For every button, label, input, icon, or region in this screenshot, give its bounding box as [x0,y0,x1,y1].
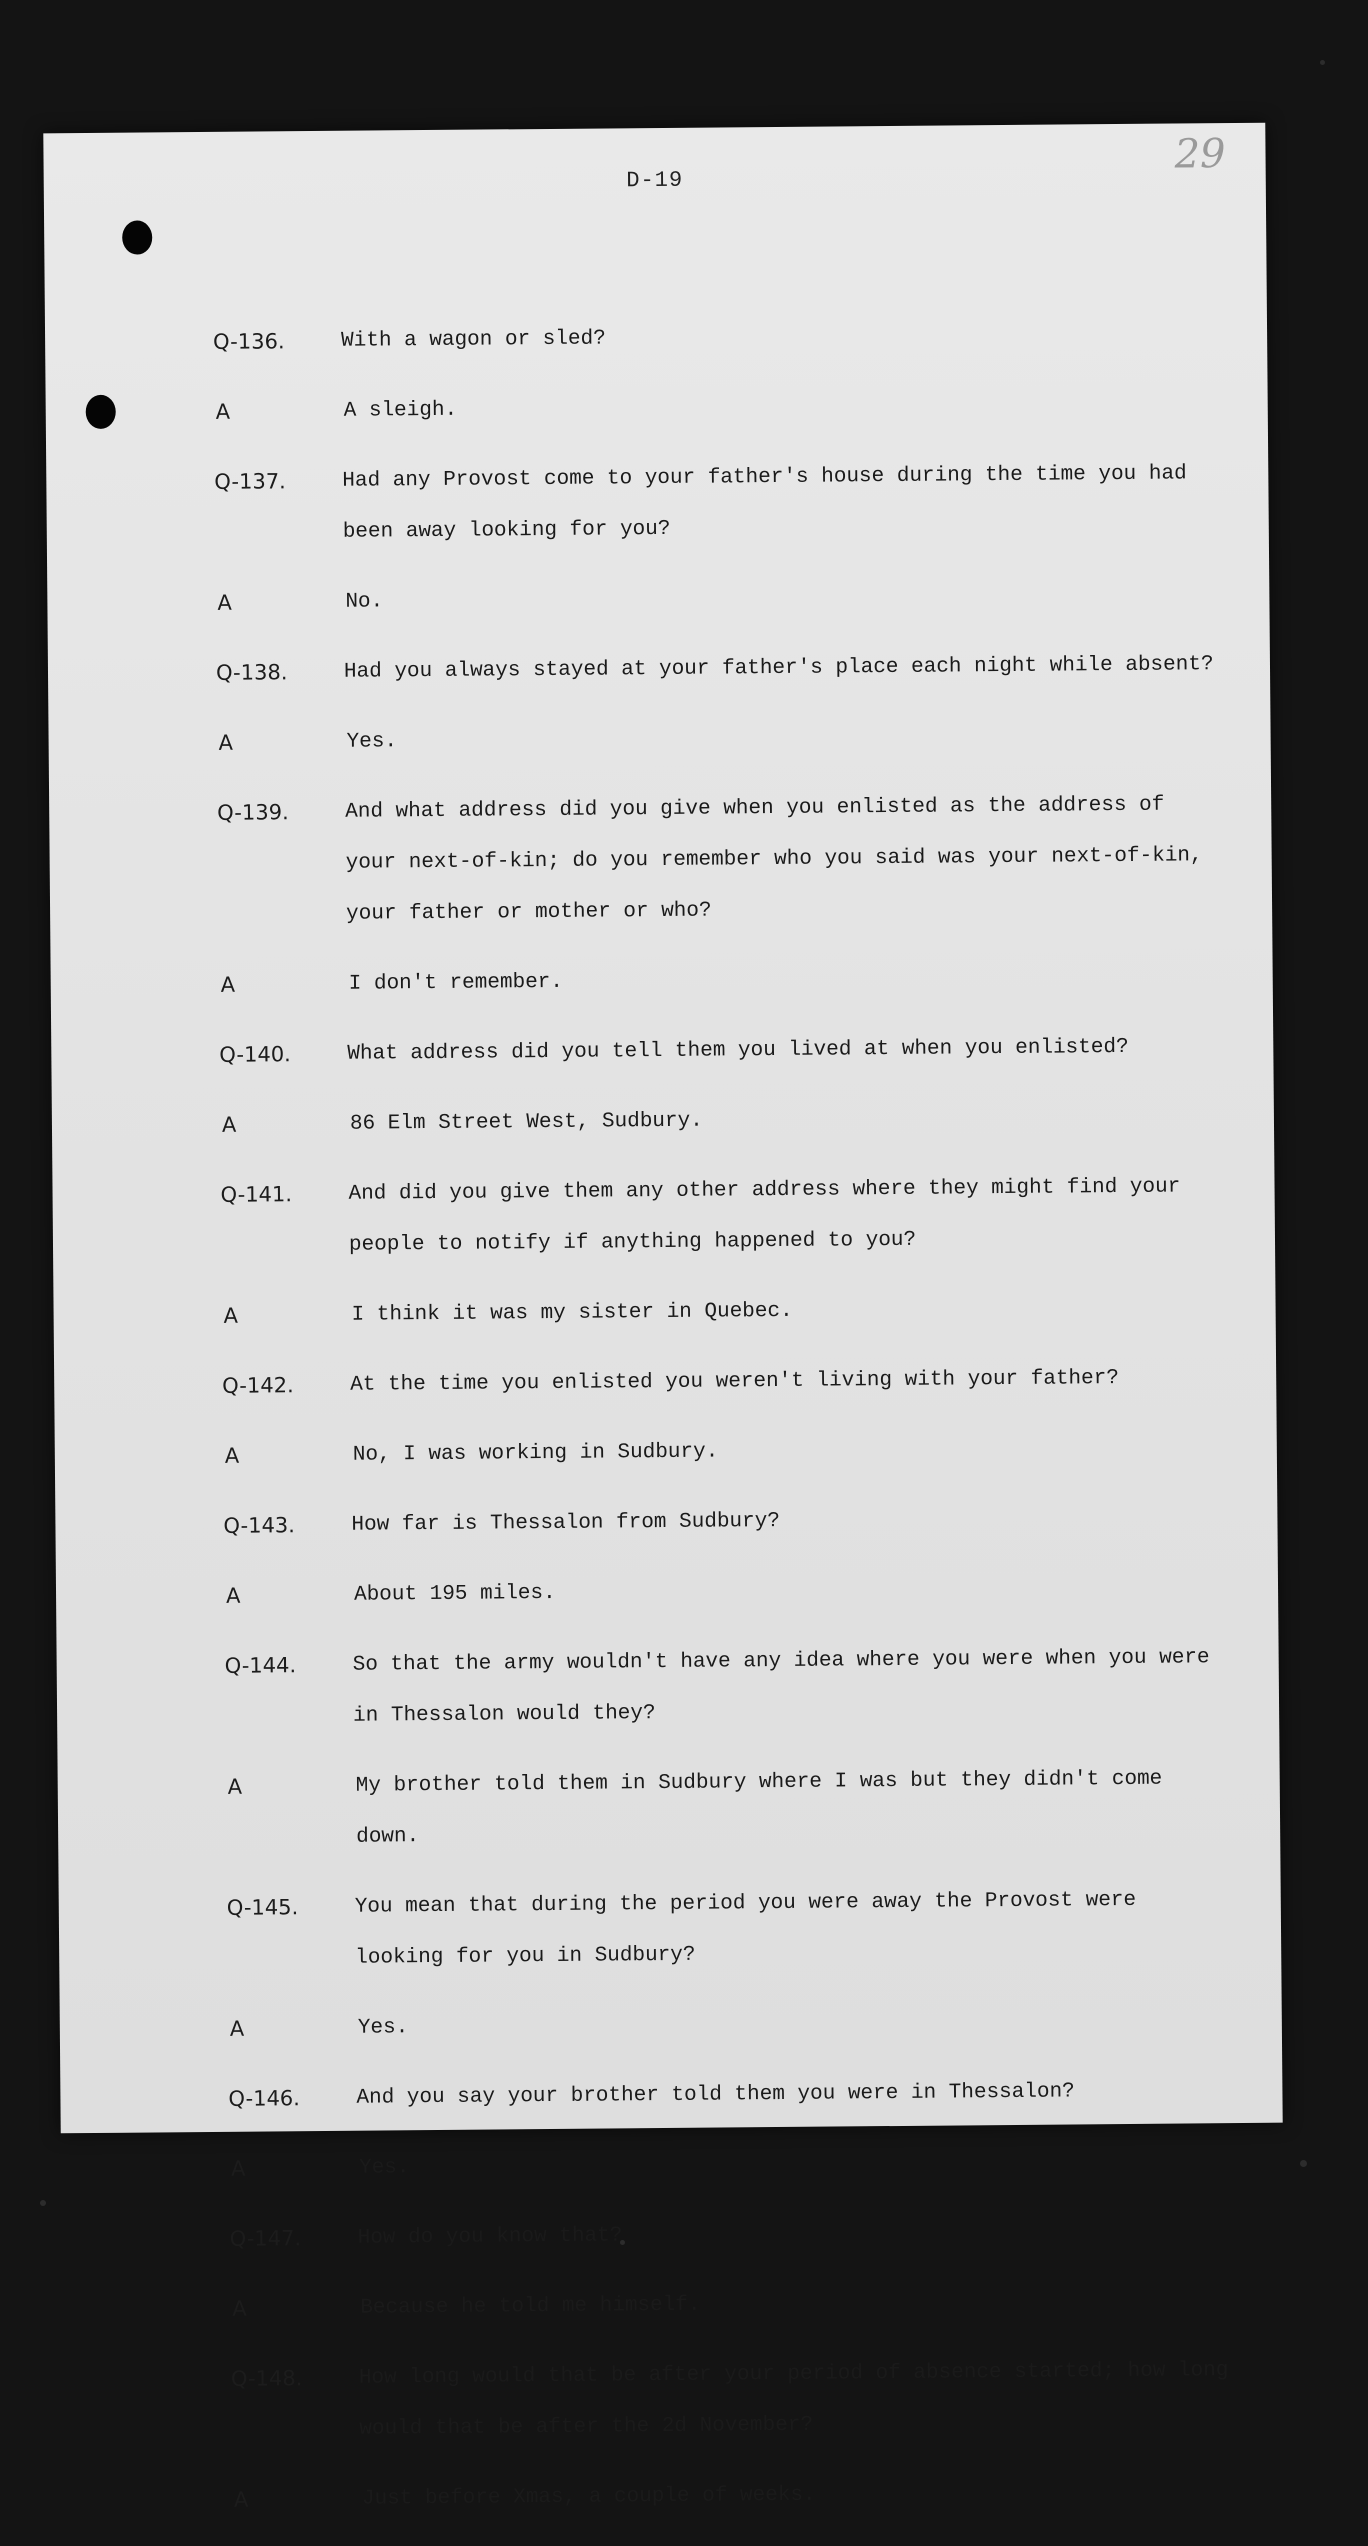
answer-text: Yes. [357,2016,409,2040]
question-text: What address did you tell them you lived at when you enlisted? [347,1035,1129,1066]
question-entry [217,779,1218,941]
answer-text: Just before Xmas, a couple of weeks. [361,2483,816,2511]
answer-marker: A [225,1583,241,1608]
answer-entry [226,1753,1227,1864]
answer-text: Yes. [346,730,398,754]
question-entry [231,2345,1232,2456]
answer-marker: A [229,2016,245,2041]
answer-entry [220,1091,1220,1151]
answer-entry [223,1422,1223,1482]
question-entry [223,1492,1223,1552]
question-text: Had you always stayed at your father's place each night while absent? [343,653,1214,684]
question-number: Q-140. [219,1042,291,1067]
answer-entry [230,2275,1230,2335]
question-text: And you say your brother told them you were in Thessalon? [356,2080,1075,2110]
answer-entry [219,951,1219,1011]
answer-text: Because he told me himself. [360,2293,701,2320]
question-text: And did you give them any other address where they might find your people to notify if anything happened to you? [348,1175,1181,1257]
question-number: Q-138. [215,660,288,685]
answer-marker: A [224,1443,240,1468]
answer-text: 86 Elm Street West, Sudbury. [349,1109,703,1136]
film-speck [40,2200,46,2206]
answer-entry [224,1562,1224,1622]
question-entry [227,1874,1228,1985]
question-entry [228,2065,1228,2125]
question-text: How long would that be after your period of absence started; how long would that be after the 2d November? [358,2359,1229,2441]
answer-entry [229,2135,1229,2195]
question-entry [216,639,1216,699]
question-entry [213,308,1213,368]
answer-marker: A [230,2156,246,2181]
answer-marker: A [221,1112,237,1137]
answer-text: A sleigh. [343,398,458,423]
answer-marker: A [217,590,232,615]
question-text: At the time you enlisted you weren't living with your father? [350,1367,1120,1397]
answer-entry [232,2466,1232,2526]
question-entry [224,1632,1225,1743]
question-text: How far is Thessalon from Sudbury? [351,1509,781,1537]
answer-marker: A [233,2487,249,2512]
punch-hole [86,395,116,429]
question-number: Q-143. [223,1513,296,1538]
answer-text: I think it was my sister in Quebec. [351,1299,793,1327]
answer-entry [228,1995,1228,2055]
answer-marker: A [220,972,236,997]
question-entry [219,1021,1219,1081]
folio-number: 29 [1174,131,1226,178]
question-number: Q-148. [230,2366,303,2391]
question-text: How do you know that? [357,2224,623,2250]
question-text: With a wagon or sled? [341,327,606,353]
question-number: Q-147. [229,2226,302,2251]
question-text: Had any Provost come to your father's house during the time you had been away looking for you? [342,462,1187,544]
question-number: Q-142. [222,1373,294,1398]
answer-entry [214,378,1214,438]
question-number: Q-137. [214,469,286,494]
question-number: Q-146. [228,2086,301,2111]
answer-text: Yes. [358,2156,410,2180]
film-speck [1320,60,1325,65]
question-entry [220,1161,1221,1272]
answer-marker: A [227,1774,243,1799]
answer-marker: A [218,730,234,755]
transcript [213,308,1232,2545]
answer-entry [215,569,1215,629]
question-text: So that the army wouldn't have any idea where you were when you were in Thessalon would they? [352,1646,1210,1728]
answer-entry [221,1282,1221,1342]
question-number: Q-145. [226,1895,299,1920]
answer-marker: A [232,2296,247,2321]
question-text: You mean that during the period you were away the Provost were looking for you in Sudbury? [354,1888,1137,1970]
question-entry [229,2205,1229,2265]
film-speck [1300,2160,1307,2167]
question-number: Q-144. [224,1653,297,1678]
question-number: Q-141. [220,1182,293,1207]
question-number: Q-136. [213,329,285,354]
question-text: And what address did you give when you enlisted as the address of your next-of-kin; do you remember who you said was your next-of-kin, your father or mother or who? [345,793,1203,926]
answer-marker: A [215,399,231,424]
answer-text: My brother told them in Sudbury where I was but they didn't come down. [355,1767,1163,1849]
question-number: Q-139. [217,800,289,825]
answer-text: No. [345,590,384,614]
question-entry [222,1352,1222,1412]
page-number: D-19 [626,167,684,194]
punch-hole [122,220,152,254]
answer-marker: A [223,1303,239,1328]
answer-text: I don't remember. [348,970,564,996]
answer-text: No, I was working in Sudbury. [352,1440,719,1467]
answer-entry [216,709,1216,769]
document-page [43,123,1282,2512]
answer-text: About 195 miles. [353,1581,556,1607]
question-entry [214,448,1215,559]
